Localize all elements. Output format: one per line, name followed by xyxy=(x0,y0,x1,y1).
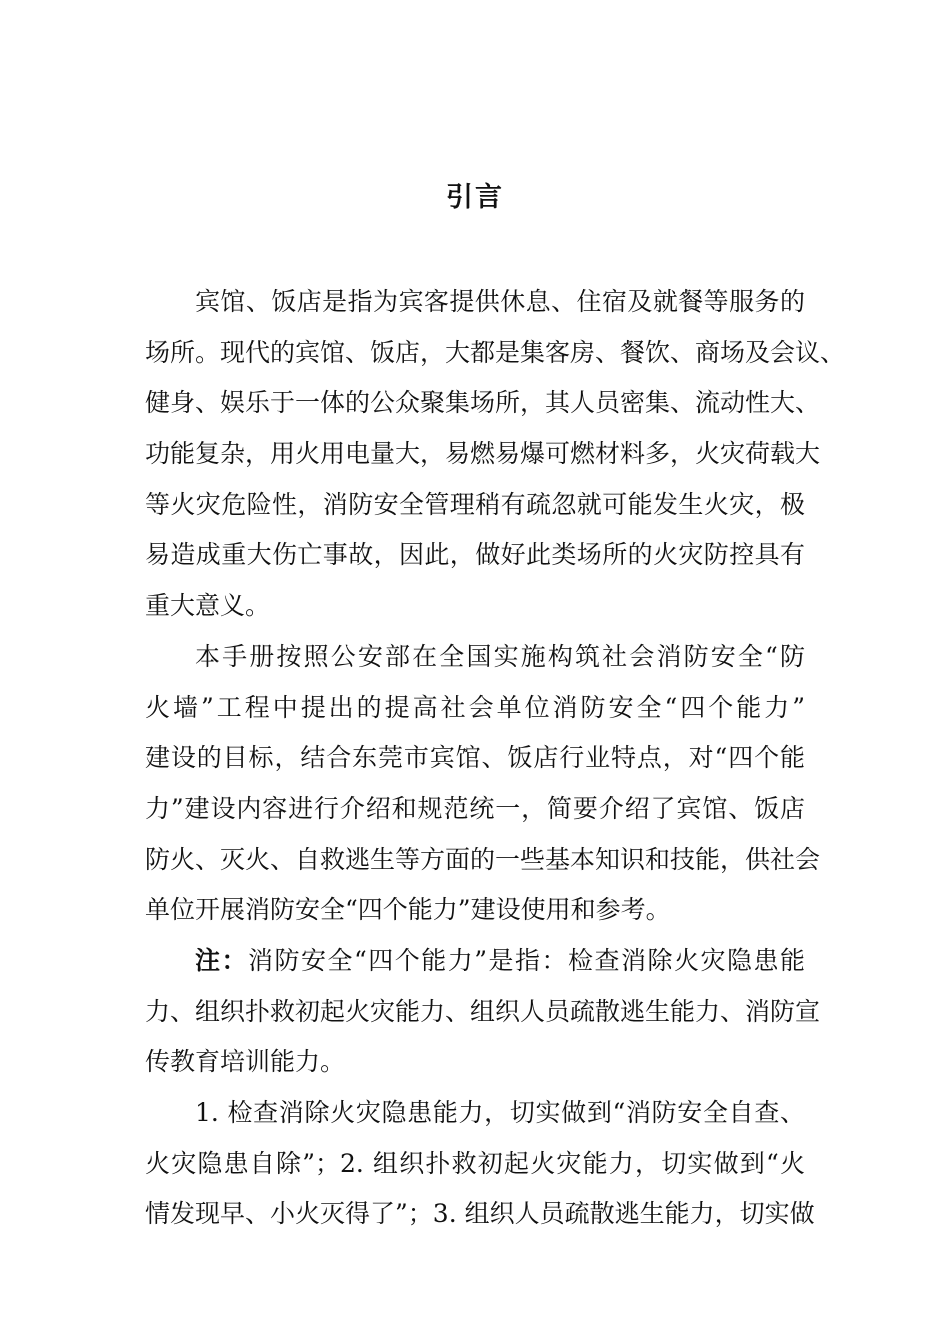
text-line: 重大意义。 xyxy=(145,591,271,621)
text-line: 易造成重大伤亡事故，因此，做好此类场所的火灾防控具有 xyxy=(145,540,805,570)
text-line: 本手册按照公安部在全国实施构筑社会消防安全“防 xyxy=(195,641,805,671)
text-line: 健身、娱乐于一体的公众聚集场所，其人员密集、流动性大、 xyxy=(145,388,821,418)
paragraph-capabilities xyxy=(145,1088,815,1240)
page-title: 引言 xyxy=(446,182,504,213)
text-line: 防火、灭火、自救逃生等方面的一些基本知识和技能，供社会 xyxy=(145,844,821,874)
text-line: 建设的目标，结合东莞市宾馆、饭店行业特点，对“四个能 xyxy=(145,743,805,773)
note-first-line xyxy=(145,936,805,987)
note-text: 消防安全“四个能力”是指：检查消除火灾隐患能 xyxy=(248,945,805,975)
note-label: 注： xyxy=(195,945,248,975)
paragraph-note xyxy=(145,936,821,1088)
text-line: 力”建设内容进行介绍和规范统一，简要介绍了宾馆、饭店 xyxy=(145,793,805,823)
text-line: 功能复杂，用火用电量大，易燃易爆可燃材料多，火灾荷载大 xyxy=(145,439,821,469)
document-body xyxy=(145,277,846,1240)
text-line: 情发现早、小火灭得了”；3. 组织人员疏散逃生能力，切实做 xyxy=(145,1199,815,1229)
text-line: 单位开展消防安全“四个能力”建设使用和参考。 xyxy=(145,895,671,925)
text-line: 火墙”工程中提出的提高社会单位消防安全“四个能力” xyxy=(145,692,805,722)
text-line: 宾馆、饭店是指为宾客提供休息、住宿及就餐等服务的 xyxy=(195,287,805,316)
text-line: 传教育培训能力。 xyxy=(145,1047,346,1077)
text-line: 力、组织扑救初起火灾能力、组织人员疏散逃生能力、消防宣 xyxy=(145,996,821,1026)
text-line: 场所。现代的宾馆、饭店，大都是集客房、餐饮、商场及会议、 xyxy=(145,337,846,367)
text-line: 等火灾危险性，消防安全管理稍有疏忽就可能发生火灾，极 xyxy=(145,489,805,519)
paragraph-manual-purpose xyxy=(145,632,821,936)
text-line: 火灾隐患自除”；2. 组织扑救初起火灾能力，切实做到“火 xyxy=(145,1148,805,1178)
paragraph-intro xyxy=(145,277,846,632)
text-line: 1. 检查消除火灾隐患能力，切实做到“消防安全自查、 xyxy=(195,1098,805,1127)
